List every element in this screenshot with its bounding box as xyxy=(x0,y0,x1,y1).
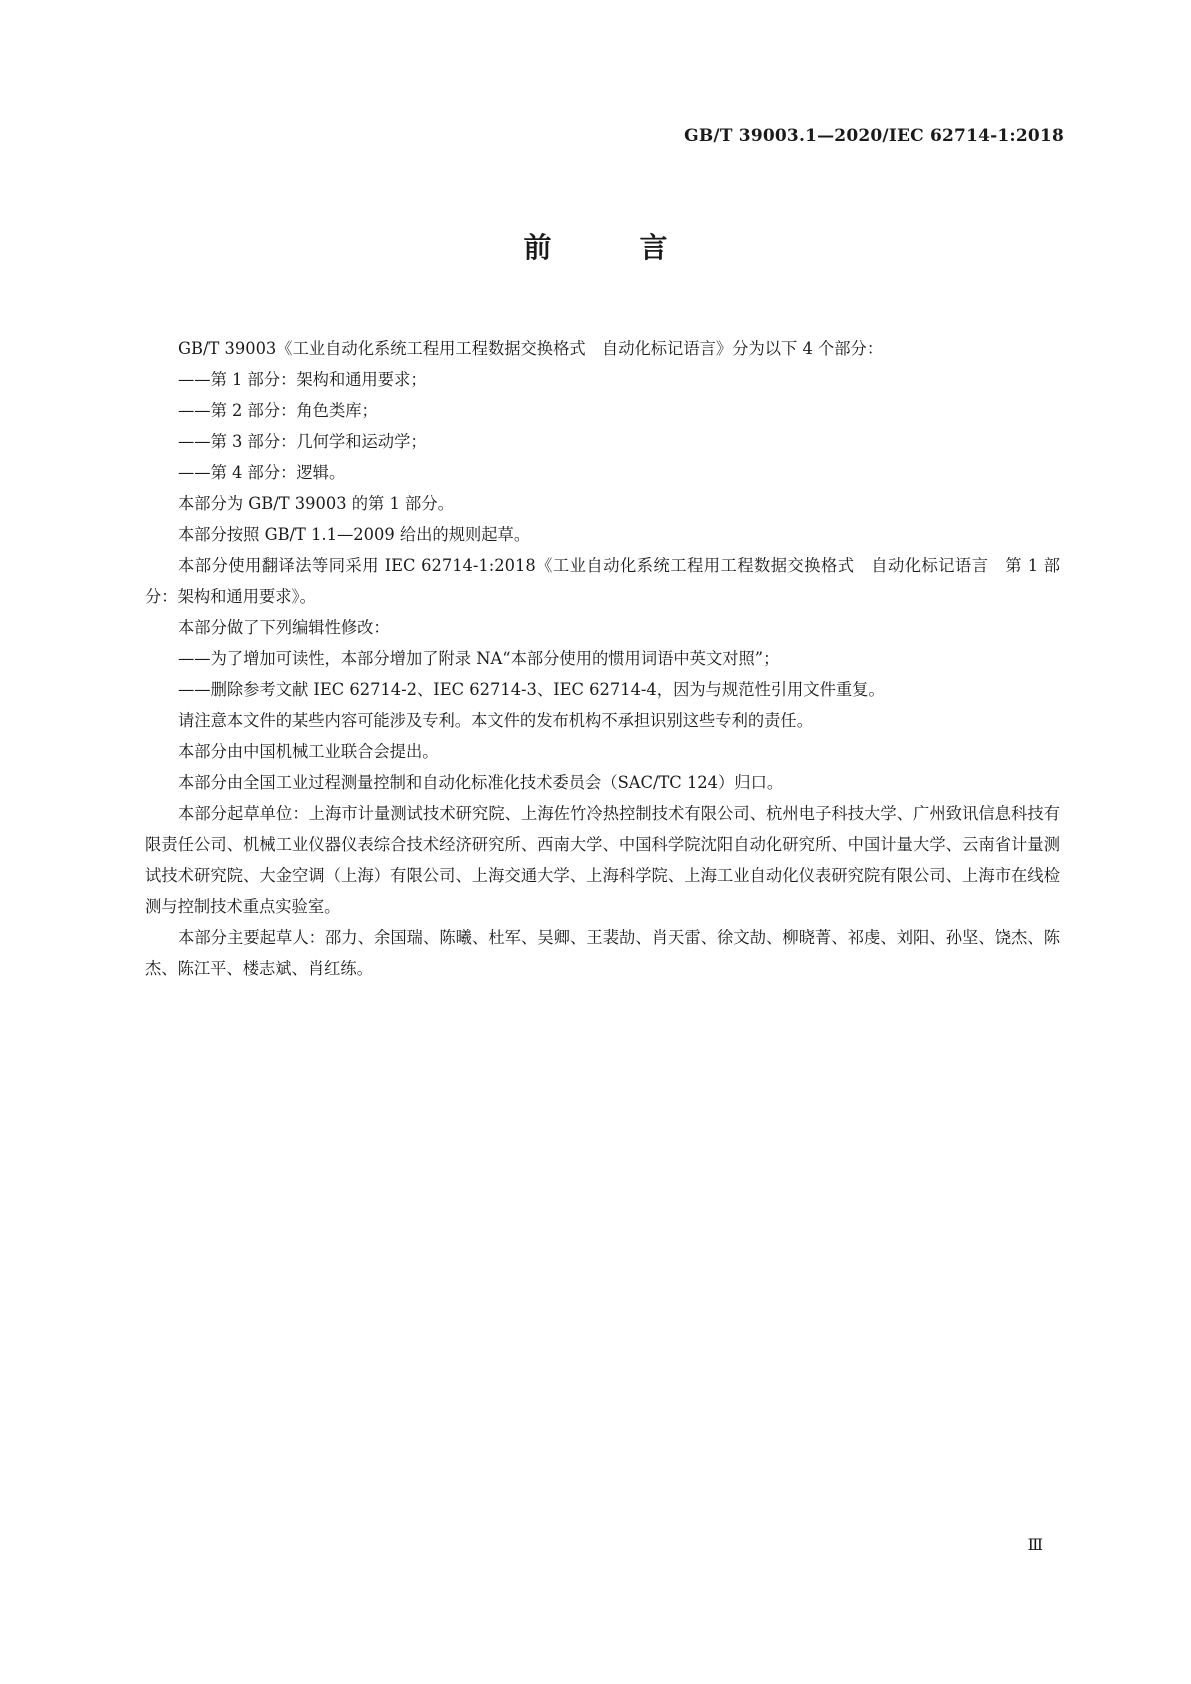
paragraph-drafting-rules: 本部分按照 GB/T 1.1—2009 给出的规则起草。 xyxy=(178,525,531,544)
list-item-part-1: ——第 1 部分：架构和通用要求； xyxy=(178,370,427,389)
paragraph-drafting-units: 本部分起草单位：上海市计量测试技术研究院、上海佐竹冷热控制技术有限公司、杭州电子科技大学、广州致讯信息科技有限责任公司、机械工业仪器仪表综合技术经济研究所、西南大学、中国科学院沈阳自动化研究所、中国计量大学、云南省计量测试技术研究院、大金空调（上海）有限公司、上海交通大学、上海科学院、上海工业自动化仪表研究院有限公司、上海市在线检测与控制技术重点实验室。 xyxy=(145,804,1060,916)
paragraph-adoption: 本部分使用翻译法等同采用 IEC 62714-1:2018《工业自动化系统工程用工程数据交换格式 自动化标记语言 第 1 部分：架构和通用要求》。 xyxy=(145,556,1060,606)
foreword-body xyxy=(145,333,1060,984)
paragraph-committee: 本部分由全国工业过程测量控制和自动化标准化技术委员会（SAC/TC 124）归口。 xyxy=(178,773,784,792)
page-number: Ⅲ xyxy=(1027,1535,1043,1554)
paragraph-drafters: 本部分主要起草人：邵力、余国瑞、陈曦、杜军、吴卿、王裴劼、肖天雷、徐文劼、柳晓菁、祁虔、刘阳、孙坚、饶杰、陈杰、陈江平、楼志斌、肖红练。 xyxy=(145,928,1060,978)
paragraph-patent-notice: 请注意本文件的某些内容可能涉及专利。本文件的发布机构不承担识别这些专利的责任。 xyxy=(178,711,813,730)
paragraph-proposer: 本部分由中国机械工业联合会提出。 xyxy=(178,742,439,761)
paragraph-edits-intro: 本部分做了下列编辑性修改： xyxy=(178,618,390,637)
document-code: GB/T 39003.1—2020/IEC 62714-1:2018 xyxy=(684,126,1064,146)
paragraph-parts-intro: GB/T 39003《工业自动化系统工程用工程数据交换格式 自动化标记语言》分为以下 4 个部分： xyxy=(178,339,884,358)
paragraph-this-part: 本部分为 GB/T 39003 的第 1 部分。 xyxy=(178,494,454,513)
list-item-part-2: ——第 2 部分：角色类库； xyxy=(178,401,378,420)
list-item-edit-1: ——为了增加可读性，本部分增加了附录 NA“本部分使用的惯用词语中英文对照”； xyxy=(178,649,780,668)
list-item-edit-2: ——删除参考文献 IEC 62714-2、IEC 62714-3、IEC 62714-4，因为与规范性引用文件重复。 xyxy=(178,680,885,699)
list-item-part-3: ——第 3 部分：几何学和运动学； xyxy=(178,432,427,451)
list-item-part-4: ——第 4 部分：逻辑。 xyxy=(178,463,346,482)
page-title: 前 言 xyxy=(523,231,698,264)
